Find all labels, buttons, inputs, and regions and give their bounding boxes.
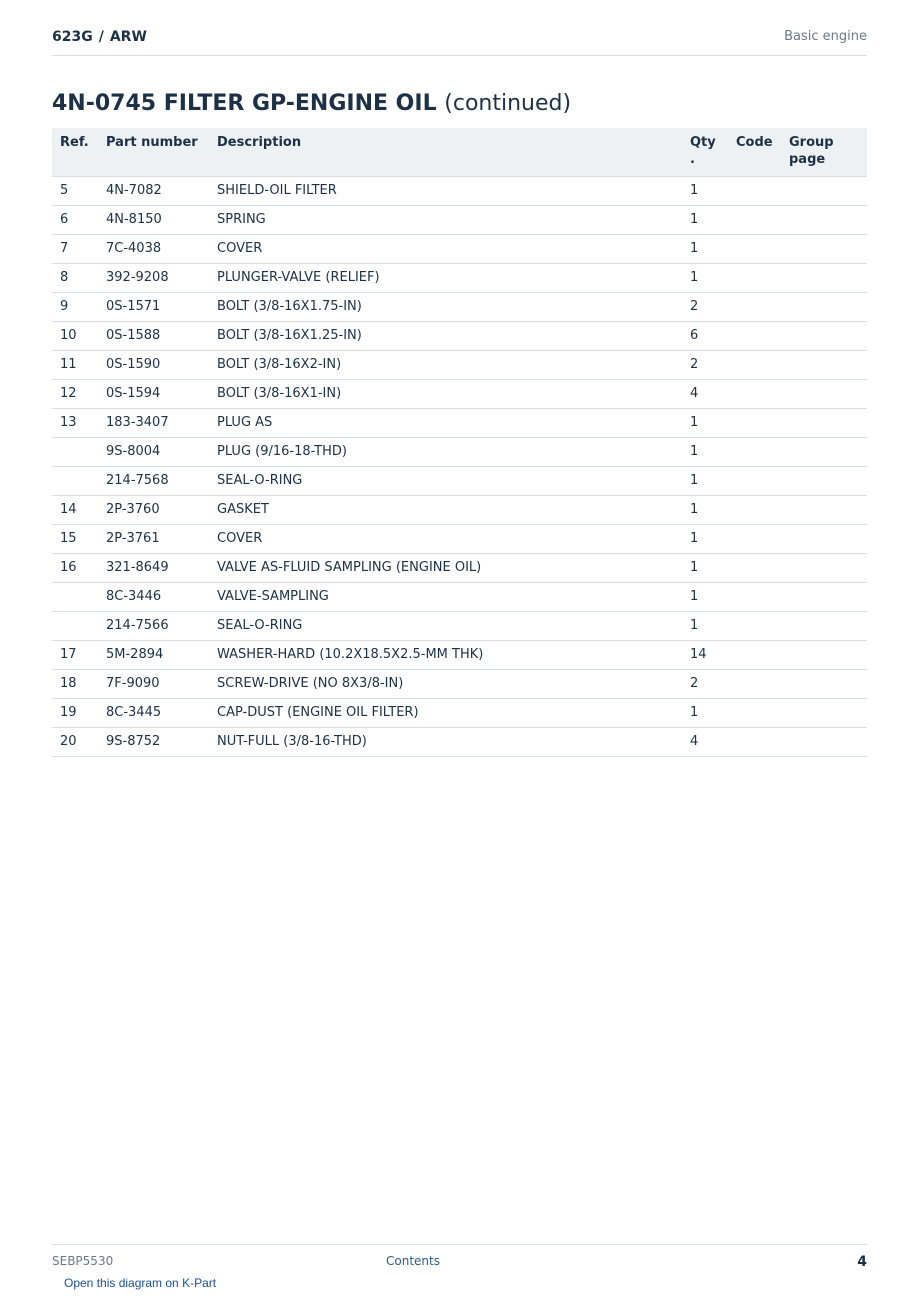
cell-part-number: 7F-9090 xyxy=(98,670,209,699)
cell-ref: 18 xyxy=(52,670,98,699)
cell-group-page xyxy=(781,322,867,351)
machine-model xyxy=(52,28,147,46)
cell-part-number: 214-7568 xyxy=(98,467,209,496)
cell-code xyxy=(728,438,781,467)
cell-description: VALVE AS-FLUID SAMPLING (ENGINE OIL) xyxy=(209,554,682,583)
cell-ref: 8 xyxy=(52,264,98,293)
cell-ref: 13 xyxy=(52,409,98,438)
cell-code xyxy=(728,554,781,583)
cell-part-number: 321-8649 xyxy=(98,554,209,583)
parts-table-body xyxy=(52,177,867,757)
cell-code xyxy=(728,264,781,293)
cell-ref: 17 xyxy=(52,641,98,670)
model-separator: / xyxy=(98,29,104,45)
cell-description: WASHER-HARD (10.2X18.5X2.5-MM THK) xyxy=(209,641,682,670)
cell-code xyxy=(728,728,781,757)
table-row xyxy=(52,612,867,641)
table-row xyxy=(52,409,867,438)
cell-group-page xyxy=(781,264,867,293)
cell-description: VALVE-SAMPLING xyxy=(209,583,682,612)
cell-part-number: 7C-4038 xyxy=(98,235,209,264)
cell-ref: 7 xyxy=(52,235,98,264)
page-number: 4 xyxy=(857,1254,867,1270)
cell-group-page xyxy=(781,380,867,409)
cell-ref: 9 xyxy=(52,293,98,322)
cell-qty: 4 xyxy=(682,380,728,409)
cell-code xyxy=(728,177,781,206)
column-header-qty xyxy=(682,128,728,177)
cell-ref: 5 xyxy=(52,177,98,206)
table-row xyxy=(52,293,867,322)
cell-group-page xyxy=(781,525,867,554)
cell-part-number: 9S-8752 xyxy=(98,728,209,757)
cell-qty: 1 xyxy=(682,409,728,438)
table-row xyxy=(52,496,867,525)
table-row xyxy=(52,583,867,612)
qty-header-line2: . xyxy=(690,152,695,167)
cell-qty: 1 xyxy=(682,699,728,728)
cell-group-page xyxy=(781,409,867,438)
cell-ref xyxy=(52,467,98,496)
cell-qty: 1 xyxy=(682,264,728,293)
cell-qty: 1 xyxy=(682,206,728,235)
cell-part-number: 392-9208 xyxy=(98,264,209,293)
cell-part-number: 0S-1594 xyxy=(98,380,209,409)
cell-group-page xyxy=(781,293,867,322)
cell-ref: 20 xyxy=(52,728,98,757)
cell-part-number: 8C-3446 xyxy=(98,583,209,612)
cell-description: SEAL-O-RING xyxy=(209,467,682,496)
cell-ref xyxy=(52,612,98,641)
cell-qty: 1 xyxy=(682,525,728,554)
cell-description: BOLT (3/8-16X1.25-IN) xyxy=(209,322,682,351)
title-suffix: (continued) xyxy=(444,91,572,116)
cell-description: COVER xyxy=(209,525,682,554)
cell-qty: 1 xyxy=(682,438,728,467)
cell-part-number: 183-3407 xyxy=(98,409,209,438)
table-row xyxy=(52,641,867,670)
group-header-line1: Group xyxy=(789,135,834,150)
cell-description: COVER xyxy=(209,235,682,264)
parts-table-header xyxy=(52,128,867,177)
cell-description: PLUNGER-VALVE (RELIEF) xyxy=(209,264,682,293)
cell-group-page xyxy=(781,728,867,757)
cell-group-page xyxy=(781,699,867,728)
cell-description: SPRING xyxy=(209,206,682,235)
header-row xyxy=(52,128,867,177)
cell-code xyxy=(728,380,781,409)
cell-description: SCREW-DRIVE (NO 8X3/8-IN) xyxy=(209,670,682,699)
cell-qty: 1 xyxy=(682,554,728,583)
cell-part-number: 8C-3445 xyxy=(98,699,209,728)
cell-code xyxy=(728,670,781,699)
cell-code xyxy=(728,699,781,728)
cell-description: CAP-DUST (ENGINE OIL FILTER) xyxy=(209,699,682,728)
cell-part-number: 0S-1571 xyxy=(98,293,209,322)
cell-description: BOLT (3/8-16X2-IN) xyxy=(209,351,682,380)
cell-description: PLUG AS xyxy=(209,409,682,438)
table-row xyxy=(52,322,867,351)
cell-code xyxy=(728,293,781,322)
cell-code xyxy=(728,351,781,380)
cell-group-page xyxy=(781,554,867,583)
cell-qty: 1 xyxy=(682,583,728,612)
cell-qty: 2 xyxy=(682,293,728,322)
table-row xyxy=(52,525,867,554)
cell-qty: 1 xyxy=(682,496,728,525)
contents-link[interactable]: Contents xyxy=(386,1254,440,1268)
table-row xyxy=(52,728,867,757)
column-header-group-page xyxy=(781,128,867,177)
cell-code xyxy=(728,525,781,554)
table-row xyxy=(52,699,867,728)
cell-ref: 15 xyxy=(52,525,98,554)
cell-code xyxy=(728,612,781,641)
serial-prefix: ARW xyxy=(109,29,147,45)
cell-group-page xyxy=(781,467,867,496)
cell-description: NUT-FULL (3/8-16-THD) xyxy=(209,728,682,757)
cell-part-number: 214-7566 xyxy=(98,612,209,641)
cell-qty: 1 xyxy=(682,177,728,206)
cell-description: SEAL-O-RING xyxy=(209,612,682,641)
cell-description: BOLT (3/8-16X1.75-IN) xyxy=(209,293,682,322)
cell-ref: 19 xyxy=(52,699,98,728)
cell-part-number: 2P-3761 xyxy=(98,525,209,554)
cell-qty: 6 xyxy=(682,322,728,351)
cell-group-page xyxy=(781,235,867,264)
column-header-code: Code xyxy=(728,128,781,177)
cell-part-number: 0S-1590 xyxy=(98,351,209,380)
cell-group-page xyxy=(781,206,867,235)
table-row xyxy=(52,380,867,409)
cell-part-number: 2P-3760 xyxy=(98,496,209,525)
page-footer xyxy=(52,1244,867,1275)
cell-description: SHIELD-OIL FILTER xyxy=(209,177,682,206)
cell-qty: 2 xyxy=(682,351,728,380)
cell-ref: 6 xyxy=(52,206,98,235)
table-row xyxy=(52,467,867,496)
cell-part-number: 5M-2894 xyxy=(98,641,209,670)
cell-group-page xyxy=(781,438,867,467)
cell-code xyxy=(728,322,781,351)
cell-group-page xyxy=(781,641,867,670)
cell-description: PLUG (9/16-18-THD) xyxy=(209,438,682,467)
cell-qty: 4 xyxy=(682,728,728,757)
table-row xyxy=(52,670,867,699)
cell-description: GASKET xyxy=(209,496,682,525)
cell-qty: 1 xyxy=(682,467,728,496)
cell-qty: 1 xyxy=(682,235,728,264)
table-row xyxy=(52,554,867,583)
cell-code xyxy=(728,641,781,670)
cell-ref: 14 xyxy=(52,496,98,525)
cell-code xyxy=(728,206,781,235)
table-row xyxy=(52,438,867,467)
cell-part-number: 0S-1588 xyxy=(98,322,209,351)
kpart-diagram-link[interactable]: Open this diagram on K-Part xyxy=(64,1276,217,1290)
cell-ref: 16 xyxy=(52,554,98,583)
table-row xyxy=(52,351,867,380)
cell-group-page xyxy=(781,670,867,699)
table-row xyxy=(52,264,867,293)
column-header-ref: Ref. xyxy=(52,128,98,177)
cell-group-page xyxy=(781,612,867,641)
cell-qty: 1 xyxy=(682,612,728,641)
column-header-description: Description xyxy=(209,128,682,177)
cell-ref: 10 xyxy=(52,322,98,351)
cell-ref: 12 xyxy=(52,380,98,409)
cell-ref xyxy=(52,438,98,467)
cell-qty: 14 xyxy=(682,641,728,670)
cell-group-page xyxy=(781,351,867,380)
cell-group-page xyxy=(781,496,867,525)
section-name: Basic engine xyxy=(784,29,867,44)
cell-qty: 2 xyxy=(682,670,728,699)
cell-ref xyxy=(52,583,98,612)
cell-group-page xyxy=(781,583,867,612)
cell-ref: 11 xyxy=(52,351,98,380)
cell-part-number: 9S-8004 xyxy=(98,438,209,467)
table-row xyxy=(52,177,867,206)
cell-code xyxy=(728,467,781,496)
cell-code xyxy=(728,235,781,264)
model-number: 623G xyxy=(52,29,93,45)
qty-header-line1: Qty xyxy=(690,135,716,150)
cell-code xyxy=(728,496,781,525)
table-row xyxy=(52,235,867,264)
table-row xyxy=(52,206,867,235)
column-header-part-number: Part number xyxy=(98,128,209,177)
cell-description: BOLT (3/8-16X1-IN) xyxy=(209,380,682,409)
cell-part-number: 4N-8150 xyxy=(98,206,209,235)
parts-table xyxy=(52,128,867,757)
group-header-line2: page xyxy=(789,152,826,167)
title-main: 4N-0745 FILTER GP-ENGINE OIL xyxy=(52,91,437,116)
cell-code xyxy=(728,409,781,438)
document-id: SEBP5530 xyxy=(52,1254,114,1268)
cell-group-page xyxy=(781,177,867,206)
page-title xyxy=(52,88,571,120)
cell-code xyxy=(728,583,781,612)
cell-part-number: 4N-7082 xyxy=(98,177,209,206)
page-header xyxy=(52,28,867,56)
